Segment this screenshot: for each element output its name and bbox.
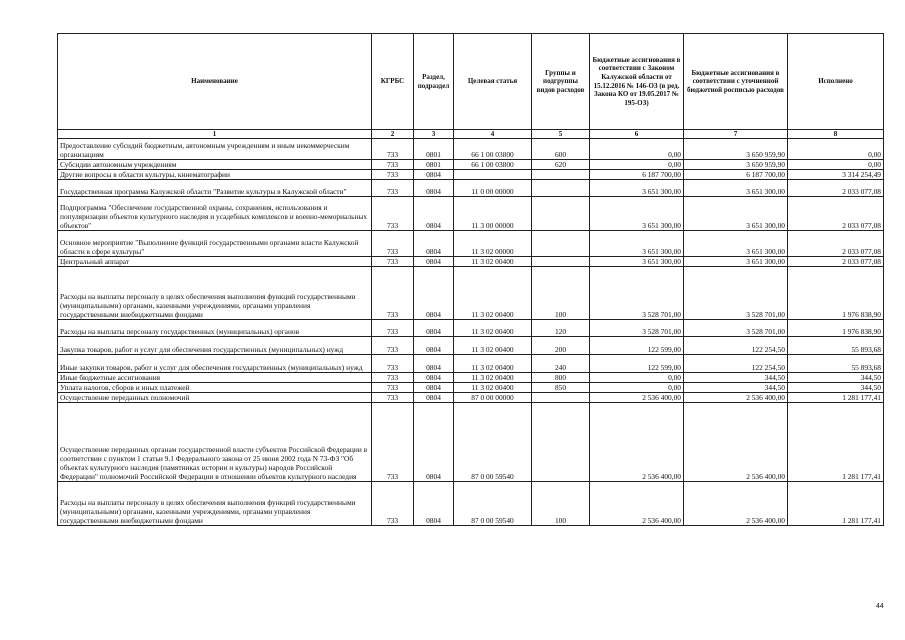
table-row [58,160,884,170]
table-row [58,337,884,355]
row-name-cell: Иные закупки товаров, работ и услуг для обеспечения государственных (муниципальных) нужд [58,355,372,373]
row-target-cell: 11 3 02 00000 [454,231,532,257]
row-executed-cell: 2 033 077,08 [788,257,884,267]
row-budget-law-cell: 6 187 700,00 [590,170,684,180]
row-executed-cell: 2 033 077,08 [788,197,884,231]
table-body [58,139,884,526]
row-budget-refined-cell: 122 254,50 [684,355,788,373]
row-name-cell: Осуществление переданных органам государственной власти субъектов Российской Федерации в соответствии с пунктом 1 статьи 9.1 Федерального закона от 25 июня 2002 года N 73-ФЗ "Об объектах культурного наследия (памятниках истории и культуры) народов Российской Федерации" полномочий Российской Федерации в отношении объектов культурного наследия [58,403,372,482]
table-row [58,170,884,180]
row-budget-law-cell: 0,00 [590,383,684,393]
row-name-cell: Иные бюджетные ассигнования [58,373,372,383]
row-budget-law-cell: 3 528 701,00 [590,320,684,337]
row-budget-law-cell: 3 651 300,00 [590,231,684,257]
row-budget-law-cell: 0,00 [590,139,684,160]
table-row [58,482,884,526]
table-row [58,180,884,197]
row-group-cell: 200 [532,337,590,355]
row-name-cell: Другие вопросы в области культуры, кинематографии [58,170,372,180]
header-budget-refined: Бюджетные ассигнования в соответствии с уточненной бюджетной росписью расходов [684,34,788,130]
row-section-cell: 0804 [414,355,454,373]
row-target-cell: 11 3 02 00400 [454,257,532,267]
row-budget-law-cell: 0,00 [590,373,684,383]
row-budget-refined-cell: 2 536 400,00 [684,482,788,526]
row-group-cell: 120 [532,320,590,337]
row-name-cell: Уплата налогов, сборов и иных платежей [58,383,372,393]
row-section-cell: 0804 [414,267,454,320]
row-executed-cell: 344,50 [788,383,884,393]
row-group-cell [532,170,590,180]
row-budget-refined-cell: 122 254,50 [684,337,788,355]
row-group-cell: 240 [532,355,590,373]
column-number: 5 [532,130,590,139]
row-target-cell: 11 3 02 00400 [454,355,532,373]
header-kgrbs: КГРБС [372,34,414,130]
table-row [58,139,884,160]
row-kgrbs-cell: 733 [372,180,414,197]
table-row [58,231,884,257]
row-target-cell: 87 0 00 00000 [454,393,532,403]
row-budget-refined-cell: 6 187 700,00 [684,170,788,180]
header-executed: Исполнено [788,34,884,130]
row-name-cell: Расходы на выплаты персоналу в целях обеспечения выполнения функций государственными (муниципальными) органами, казенными учреждениями, органами управления государственными внебюджетными фондами [58,267,372,320]
row-budget-law-cell: 0,00 [590,160,684,170]
table-row [58,355,884,373]
row-section-cell: 0804 [414,231,454,257]
table-row [58,383,884,393]
column-number: 6 [590,130,684,139]
row-kgrbs-cell: 733 [372,393,414,403]
row-budget-refined-cell: 3 651 300,00 [684,180,788,197]
row-executed-cell: 1 976 838,90 [788,320,884,337]
row-target-cell: 87 0 00 59540 [454,482,532,526]
column-number-row [58,130,884,139]
row-kgrbs-cell: 733 [372,482,414,526]
row-name-cell: Государственная программа Калужской области "Развитие культуры в Калужской области" [58,180,372,197]
row-section-cell: 0804 [414,383,454,393]
row-name-cell: Осуществление переданных полномочий [58,393,372,403]
row-kgrbs-cell: 733 [372,355,414,373]
row-kgrbs-cell: 733 [372,139,414,160]
row-executed-cell: 2 033 077,08 [788,180,884,197]
row-name-cell: Закупка товаров, работ и услуг для обеспечения государственных (муниципальных) нужд [58,337,372,355]
row-budget-law-cell: 122 599,00 [590,337,684,355]
row-group-cell: 600 [532,139,590,160]
row-section-cell: 0801 [414,160,454,170]
row-executed-cell: 2 033 077,08 [788,231,884,257]
table-row [58,403,884,482]
row-budget-law-cell: 122 599,00 [590,355,684,373]
row-executed-cell: 55 893,68 [788,355,884,373]
row-executed-cell: 344,50 [788,373,884,383]
budget-table [57,33,884,526]
row-executed-cell: 1 976 838,90 [788,267,884,320]
table-row [58,267,884,320]
row-executed-cell: 1 281 177,41 [788,403,884,482]
row-section-cell: 0804 [414,180,454,197]
column-number: 4 [454,130,532,139]
row-budget-refined-cell: 3 651 300,00 [684,257,788,267]
row-budget-refined-cell: 3 650 959,90 [684,160,788,170]
header-name: Наименование [58,34,372,130]
row-group-cell [532,257,590,267]
row-budget-law-cell: 3 528 701,00 [590,267,684,320]
row-name-cell: Расходы на выплаты персоналу в целях обеспечения выполнения функций государственными (муниципальными) органами, казенными учреждениями, органами управления государственными внебюджетными фондами [58,482,372,526]
row-budget-refined-cell: 344,50 [684,373,788,383]
row-budget-law-cell: 3 651 300,00 [590,257,684,267]
row-section-cell: 0804 [414,373,454,383]
row-kgrbs-cell: 733 [372,160,414,170]
table-row [58,393,884,403]
table-row [58,373,884,383]
row-budget-refined-cell: 2 536 400,00 [684,393,788,403]
row-group-cell [532,180,590,197]
row-target-cell: 11 3 02 00400 [454,320,532,337]
row-kgrbs-cell: 733 [372,337,414,355]
page-number: 44 [876,603,884,610]
row-kgrbs-cell: 733 [372,267,414,320]
header-section: Раздел, подраздел [414,34,454,130]
column-number: 3 [414,130,454,139]
row-group-cell [532,231,590,257]
row-budget-refined-cell: 344,50 [684,383,788,393]
row-budget-refined-cell: 3 651 300,00 [684,197,788,231]
header-groups: Группы и подгруппы видов расходов [532,34,590,130]
row-kgrbs-cell: 733 [372,403,414,482]
table-header-row [58,34,884,130]
row-kgrbs-cell: 733 [372,170,414,180]
row-section-cell: 0804 [414,337,454,355]
row-group-cell [532,197,590,231]
row-kgrbs-cell: 733 [372,373,414,383]
table-row [58,197,884,231]
header-budget-law: Бюджетные ассигнования в соответствии с Законом Калужской области от 15.12.2016 № 146-ОЗ (в ред. Закона КО от 19.05.2017 № 195-ОЗ) [590,34,684,130]
row-kgrbs-cell: 733 [372,197,414,231]
row-budget-law-cell: 2 536 400,00 [590,403,684,482]
row-budget-law-cell: 2 536 400,00 [590,482,684,526]
row-budget-refined-cell: 2 536 400,00 [684,403,788,482]
row-kgrbs-cell: 733 [372,383,414,393]
row-name-cell: Субсидии автономным учреждениям [58,160,372,170]
row-section-cell: 0804 [414,257,454,267]
row-budget-law-cell: 3 651 300,00 [590,197,684,231]
row-kgrbs-cell: 733 [372,257,414,267]
row-target-cell: 66 1 00 03800 [454,160,532,170]
row-executed-cell: 0,00 [788,160,884,170]
row-group-cell: 800 [532,373,590,383]
row-section-cell: 0804 [414,403,454,482]
row-executed-cell: 1 281 177,41 [788,482,884,526]
row-target-cell: 11 3 00 00000 [454,197,532,231]
row-target-cell: 11 0 00 00000 [454,180,532,197]
row-target-cell: 66 1 00 03800 [454,139,532,160]
row-kgrbs-cell: 733 [372,320,414,337]
row-target-cell: 11 3 02 00400 [454,267,532,320]
row-budget-refined-cell: 3 651 300,00 [684,231,788,257]
row-group-cell [532,393,590,403]
row-name-cell: Предоставление субсидий бюджетным, автономным учреждениям и иным некоммерческим организациям [58,139,372,160]
row-section-cell: 0804 [414,170,454,180]
row-target-cell [454,170,532,180]
column-number: 8 [788,130,884,139]
row-name-cell: Подпрограмма "Обеспечение государственной охраны, сохранения, использования и популяризации объектов культурного наследия и усадебных комплексов и военно-мемориальных объектов" [58,197,372,231]
column-number: 1 [58,130,372,139]
row-budget-refined-cell: 3 528 701,00 [684,267,788,320]
table-row [58,320,884,337]
column-number: 7 [684,130,788,139]
column-number: 2 [372,130,414,139]
row-group-cell [532,403,590,482]
row-executed-cell: 55 893,68 [788,337,884,355]
row-group-cell: 850 [532,383,590,393]
row-name-cell: Центральный аппарат [58,257,372,267]
row-section-cell: 0804 [414,197,454,231]
header-target: Целевая статья [454,34,532,130]
row-kgrbs-cell: 733 [372,231,414,257]
row-budget-refined-cell: 3 650 959,90 [684,139,788,160]
table-row [58,257,884,267]
row-target-cell: 87 0 00 59540 [454,403,532,482]
row-section-cell: 0804 [414,393,454,403]
row-name-cell: Расходы на выплаты персоналу государственных (муниципальных) органов [58,320,372,337]
row-section-cell: 0801 [414,139,454,160]
row-target-cell: 11 3 02 00400 [454,373,532,383]
row-target-cell: 11 3 02 00400 [454,337,532,355]
row-executed-cell: 1 281 177,41 [788,393,884,403]
row-group-cell: 620 [532,160,590,170]
row-budget-refined-cell: 3 528 701,00 [684,320,788,337]
row-target-cell: 11 3 02 00400 [454,383,532,393]
row-name-cell: Основное мероприятие "Выполнение функций государственными органами власти Калужской области в сфере культуры" [58,231,372,257]
row-budget-law-cell: 2 536 400,00 [590,393,684,403]
row-section-cell: 0804 [414,320,454,337]
row-executed-cell: 3 314 254,49 [788,170,884,180]
row-section-cell: 0804 [414,482,454,526]
row-executed-cell: 0,00 [788,139,884,160]
row-group-cell: 100 [532,482,590,526]
row-group-cell: 100 [532,267,590,320]
row-budget-law-cell: 3 651 300,00 [590,180,684,197]
